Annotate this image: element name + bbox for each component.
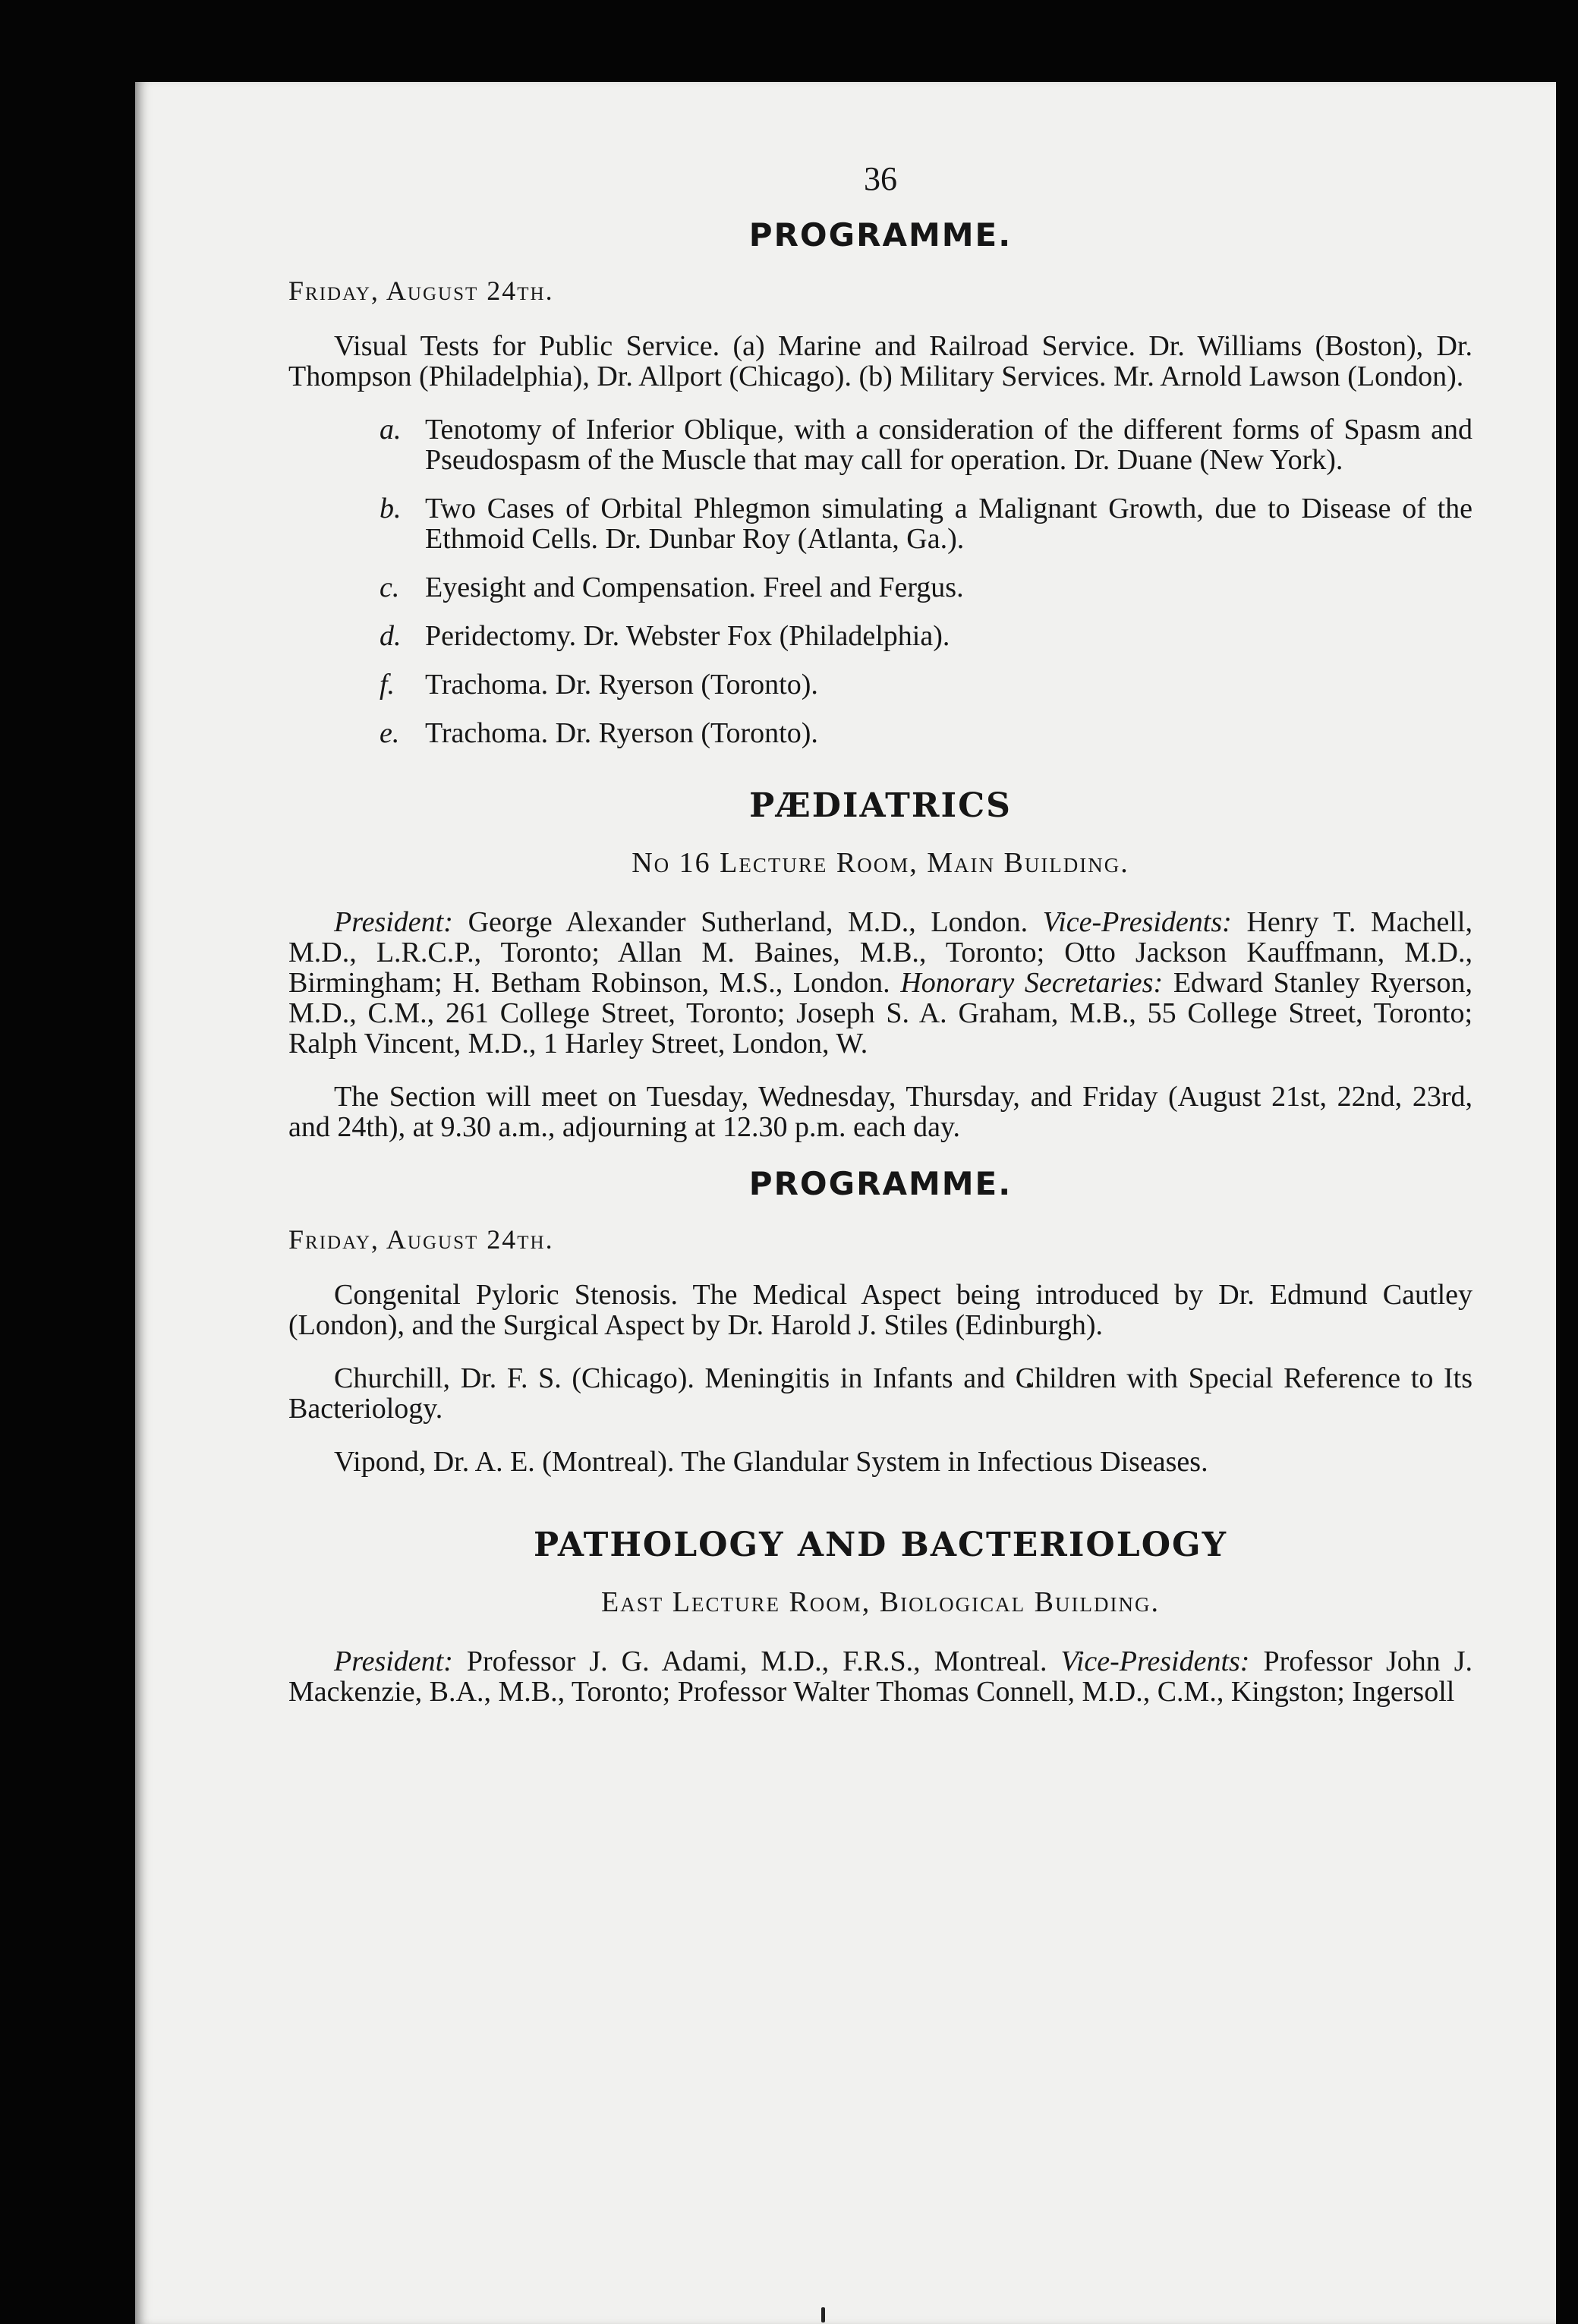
programme-paper-list xyxy=(288,414,1472,748)
president-name: George Alexander Sutherland, M.D., London. xyxy=(468,906,1028,938)
list-item xyxy=(380,718,1472,748)
item-mark: d. xyxy=(380,620,402,652)
programme-heading: PROGRAMME. xyxy=(748,1165,1013,1202)
item-text: Trachoma. Dr. Ryerson (Toronto). xyxy=(425,669,818,701)
president-name: Professor J. G. Adami, M.D., F.R.S., Montreal. xyxy=(466,1645,1047,1677)
list-item xyxy=(380,493,1472,554)
item-mark: f. xyxy=(380,669,395,701)
secretaries-label: Honorary Secretaries: xyxy=(900,967,1164,999)
item-mark: e. xyxy=(380,717,400,749)
page-number: 36 xyxy=(864,160,897,197)
scan-speck xyxy=(821,2307,825,2322)
page-content xyxy=(288,159,1472,1730)
vice-presidents-label: Vice-Presidents: xyxy=(1060,1645,1250,1677)
vice-presidents-label: Vice-Presidents: xyxy=(1042,906,1232,938)
paper-entry: Churchill, Dr. F. S. (Chicago). Meningitis in Infants and Children with Special Reference to Its Bacteriology. xyxy=(288,1362,1472,1425)
paper-entry: Congenital Pyloric Stenosis. The Medical Aspect being introduced by Dr. Edmund Cautley (London), and the Surgical Aspect by Dr. Harold J. Stiles (Edinburgh). xyxy=(288,1279,1472,1341)
vice-presidents-names: Henry T. Machell, M.D., L.R.C.P., Toronto; Allan M. Baines, M.B., Toronto; Otto Jackson Kauffmann, M.D., Birmingham; H. Betham Robinson, M.S., London. xyxy=(288,906,1472,999)
item-text: Eyesight and Compensation. Freel and Fergus. xyxy=(425,572,964,603)
programme-date: Friday, August 24th. xyxy=(288,1224,554,1255)
programme-date: Friday, August 24th. xyxy=(288,276,554,306)
programme-intro-paper: Visual Tests for Public Service. (a) Marine and Railroad Service. Dr. Williams (Boston), Dr. Thompson (Philadelphia), Dr. Allport (Chicago). (b) Military Services. Mr. Arnold Lawson (London). xyxy=(288,330,1472,392)
list-item xyxy=(380,621,1472,651)
item-text: Trachoma. Dr. Ryerson (Toronto). xyxy=(425,717,818,749)
item-text: Two Cases of Orbital Phlegmon simulating a Malignant Growth, due to Disease of the Ethmoid Cells. Dr. Dunbar Roy (Atlanta, Ga.). xyxy=(425,493,1472,555)
secretaries-names: Edward Stanley Ryerson, M.D., C.M., 261 College Street, Toronto; Joseph S. A. Graham, M.B., 55 College Street, Toronto; Ralph Vincent, M.D., 1 Harley Street, London, W. xyxy=(288,967,1473,1060)
list-item xyxy=(380,414,1472,475)
item-mark: b. xyxy=(380,493,402,524)
item-mark: c. xyxy=(380,572,400,603)
list-item xyxy=(380,669,1472,700)
section-location: East Lecture Room, Biological Building. xyxy=(601,1586,1160,1618)
item-text: Peridectomy. Dr. Webster Fox (Philadelphia). xyxy=(425,620,950,652)
vice-presidents-names: Professor John J. Mackenzie, B.A., M.B., Toronto; Professor Walter Thomas Connell, M.D., C.M., Kingston; Ingersoll xyxy=(288,1645,1473,1708)
list-item xyxy=(380,572,1472,603)
paper-entry: Vipond, Dr. A. E. (Montreal). The Glandular System in Infectious Diseases. xyxy=(334,1446,1208,1478)
section-heading-pathology: PATHOLOGY AND BACTERIOLOGY xyxy=(533,1526,1228,1564)
programme-heading: PROGRAMME. xyxy=(748,216,1013,253)
section-officers xyxy=(288,1646,1472,1707)
item-mark: a. xyxy=(380,414,402,446)
section-officers xyxy=(288,907,1472,1059)
meeting-schedule: The Section will meet on Tuesday, Wednesday, Thursday, and Friday (August 21st, 22nd, 23rd, and 24th), at 9.30 a.m., adjourning at 12.30 p.m. each day. xyxy=(288,1081,1472,1143)
president-label: President: xyxy=(334,906,453,938)
item-text: Tenotomy of Inferior Oblique, with a consideration of the different forms of Spasm and Pseudospasm of the Muscle that may call for operation. Dr. Duane (New York). xyxy=(425,414,1472,476)
section-heading-paediatrics: PÆDIATRICS xyxy=(749,786,1012,825)
president-label: President: xyxy=(334,1645,453,1677)
section-location: No 16 Lecture Room, Main Building. xyxy=(632,847,1129,879)
